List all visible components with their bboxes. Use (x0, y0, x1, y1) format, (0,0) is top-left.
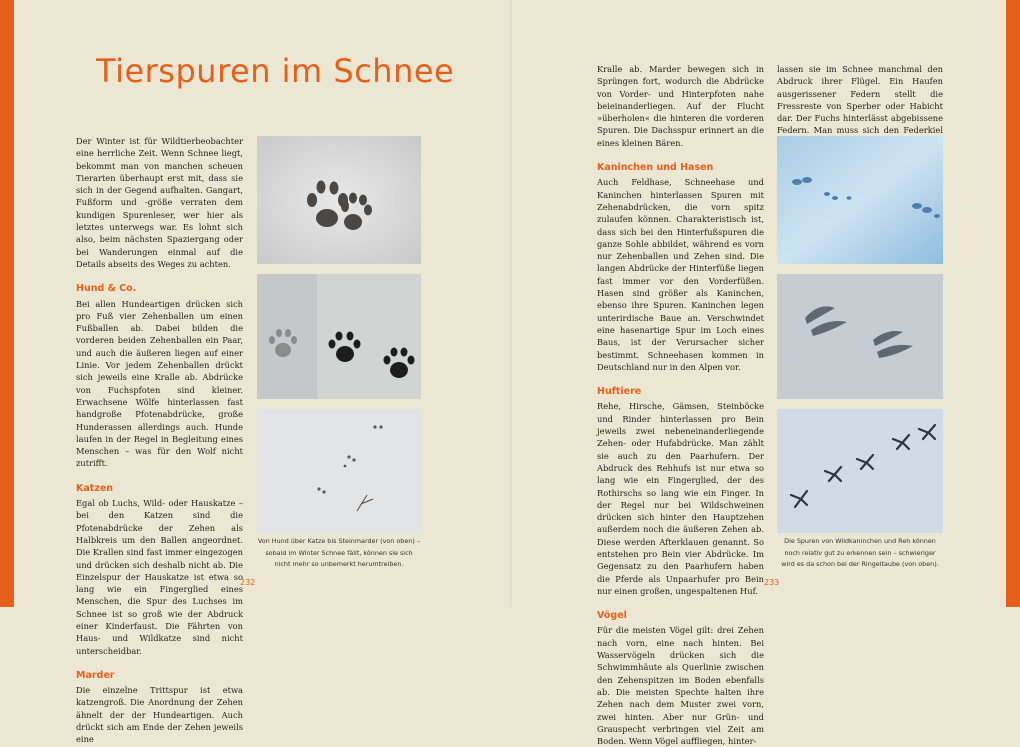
photo-deer-tracks (777, 274, 943, 399)
section-text-hund: Bei allen Hundeartigen drücken sich pro Fuß vier Zehenballen um einen Fußballen ab. Dabei bilden die vorderen beiden Zehenballen ein Paar, und auch die äußeren liegen auf einer Linie. Vor jedem Zehenballen drückt sich jeweils eine Kralle ab. Abdrücke von Fuchspfoten sind kleiner. Erwachsene Wölfe hinterlassen fast handgroße Pfotenabdrücke, große Hunderassen allerdings auch. Hunde laufen in der Regel in Begleitung eines Menschen – was für den Wolf nicht zutrifft. (76, 298, 243, 469)
section-heading-voegel: Vögel (597, 610, 627, 622)
photo-pigeon-tracks (777, 409, 943, 533)
right-text-column-1 (597, 63, 764, 747)
right-photo-caption: Die Spuren von Wildkaninchen und Reh können noch relativ gut zu erkennen sein – schwieriger wird es da schon bei der Ringeltaube (von oben). (781, 537, 939, 568)
left-text-column (76, 135, 243, 746)
section-text-katzen: Egal ob Luchs, Wild- oder Hauskatze – bei den Katzen sind die Pfotenabdrücke der Zehen als Halbkreis um den Ballen angeordnet. Die Krallen sind fast immer eingezogen und drücken sich deshalb nicht ab. Die Einzelspur der Hauskatze ist etwa so lang wie ein Fingerglied eines Menschen, die Spur des Luchses im Schnee ist so groß wie der Abdruck einer Kinderfaust. Die Fährten von Haus- und Wildkatze sind nicht unterscheidbar. (76, 498, 243, 656)
section-text-huftiere: Rehe, Hirsche, Gämsen, Steinböcke und Rinder hinterlassen pro Bein jeweils zwei nebeneinanderliegende Zehen- oder Hufabdrücke. Man zählt sie auch zu den Paarhufern. Der Abdruck des Rehhufs ist nur etwa so lang wie ein Fingerglied, der des Rothirschs so lang wie ein Finger. In der Regel nur bei Wildschweinen drücken sich hinter den Hauptzehen außerdem noch die äußeren Zehen ab. Diese werden Afterklauen genannt. So entstehen pro Bein vier Abdrücke. Im Gegensatz zu den Paarhufern haben die Pferde als Unpaarhufer pro Bein nur einen großen, ungespaltenen Huf. (597, 401, 764, 596)
page-number-left: 232 (240, 578, 256, 587)
photo-cat-tracks (257, 274, 421, 399)
page-title: Tierspuren im Schnee (96, 52, 455, 90)
photo-rabbit-tracks (777, 136, 943, 264)
photo-marten-tracks (257, 409, 421, 533)
page-number-right: 233 (764, 578, 780, 587)
left-photo-caption: Von Hund über Katze bis Steinmarder (von oben) – sobald im Winter Schnee fällt, können sie sich nicht mehr so unbemerkt herumtreiben. (257, 537, 421, 568)
section-heading-katzen: Katzen (76, 482, 114, 494)
photo-dog-tracks (257, 136, 421, 264)
section-text-kaninchen: Auch Feldhase, Schneehase und Kaninchen hinterlassen Spuren mit Zehenabdrücken, die vorn spitz zulaufen können. Charakteristisch ist, dass sich bei den Hinterfußspuren die ganze Sohle abbildet, während es vorn nur Zehenballen und Zehen sind. Die langen Abdrücke der Hinterfüße liegen fast immer vor den Vorderfüßen. Hasen sind größer als Kaninchen, ebenso ihre Spuren. Kaninchen legen unterirdische Baue an. Verschwindet eine hasenartige Spur im Loch eines Baus, ist der Verursacher sicher bestimmt. Schneehasen kommen in Deutschland nur in den Alpen vor. (597, 177, 764, 372)
intro-paragraph: Der Winter ist für Wildtierbeobachter eine herrliche Zeit. Wenn Schnee liegt, bekommt man von manchen scheuen Tierarten überhaupt erst mit, dass sie sich in der Gegend aufhalten. Gangart, Fußform und -größe verraten dem kundigen Spurenleser, wer hier als letztes unterwegs war. Es lohnt sich also, beim nächsten Spaziergang oder bei Wanderungen einmal auf die Details abseits des Weges zu achten. (76, 136, 243, 269)
section-heading-hund: Hund & Co. (76, 283, 137, 295)
section-text-voegel: Für die meisten Vögel gilt: drei Zehen nach vorn, eine nach hinten. Bei Wasservögeln drücken sich die Schwimmhäute als Querlinie zwischen den Zehenspitzen im Boden ebenfalls ab. Die meisten Spechte halten ihre Zehen nach dem Muster zwei vorn, zwei hinten. Aber nur Grün- und Grauspecht verbringen viel Zeit am Boden. Wenn Vögel auffliegen, hinter- (597, 625, 764, 747)
section-heading-marder: Marder (76, 669, 115, 681)
voegel-continued-paragraph: lassen sie im Schnee manchmal den Abdruck ihrer Flügel. Ein Haufen ausgerissener Federn stellt die Fressreste von Sperber oder Habicht dar. Der Fuchs hinterlässt abgebissene Federn. Man muss sich den Federkiel (777, 64, 943, 136)
section-heading-kaninchen: Kaninchen und Hasen (597, 162, 714, 174)
page-edge-left (0, 0, 14, 607)
page-edge-right (1006, 0, 1020, 607)
book-gutter (509, 0, 512, 607)
section-heading-huftiere: Huftiere (597, 386, 642, 398)
marder-continued-paragraph: Kralle ab. Marder bewegen sich in Sprüngen fort, wodurch die Abdrücke von Vorder- und Hinterpfoten nahe beieinanderliegen. Auf der Flucht »überholen« die hinteren die vorderen Spuren. Die Dachsspur erinnert an die eines kleinen Bären. (597, 64, 764, 148)
section-text-marder: Die einzelne Trittspur ist etwa katzengroß. Die Anordnung der Zehen ähnelt der der Hundeartigen. Auch drückt sich am Ende der Zehen jeweils eine (76, 685, 243, 745)
